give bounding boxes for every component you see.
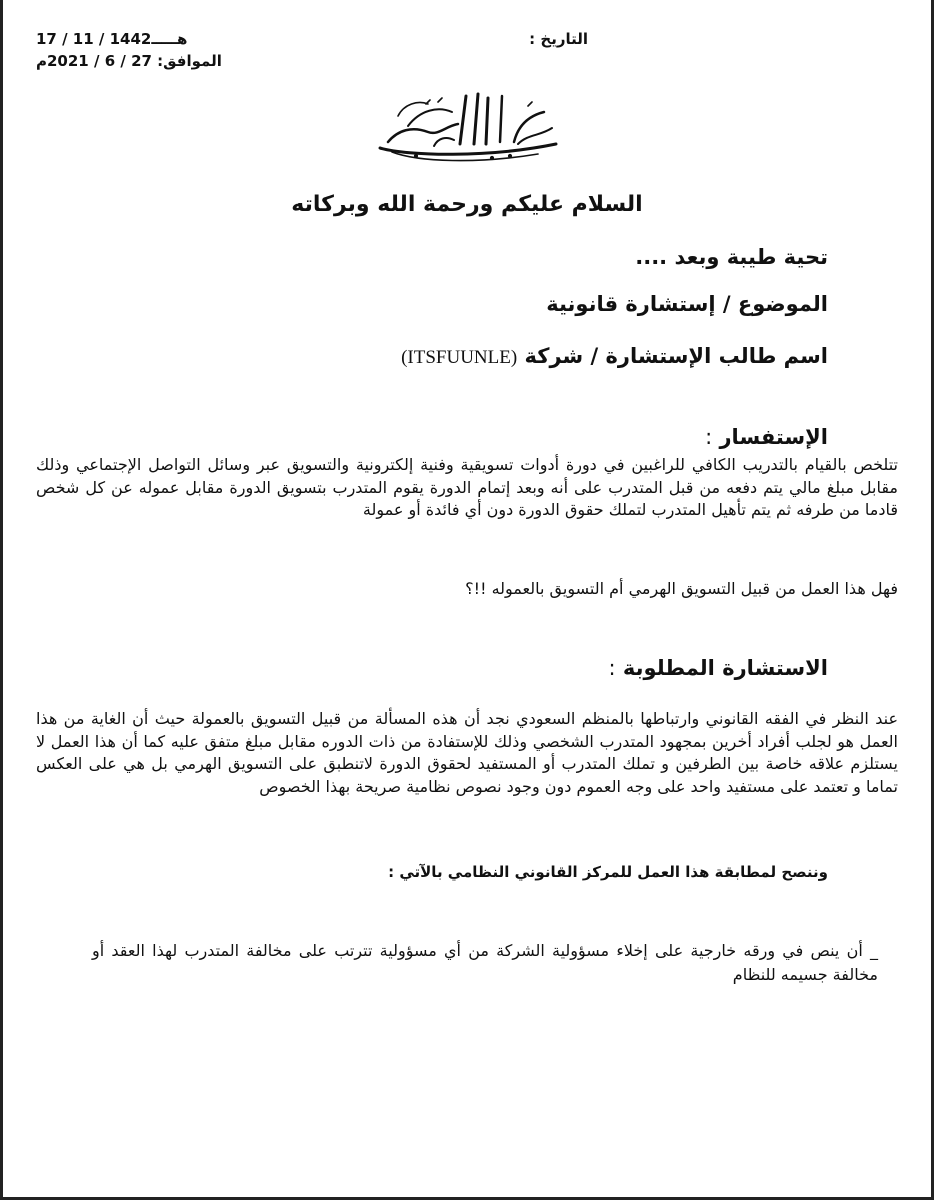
advice-bullet	[92, 939, 878, 987]
bullet-text: أن ينص في ورقه خارجية على إخلاء مسؤولية الشركة من أي مسؤولية تترتب على مخالفة المتدرب لهذا العقد أو مخالفة جسيمه للنظام	[92, 941, 878, 984]
salutation: السلام عليكم ورحمة الله وبركاته	[291, 192, 643, 217]
consultation-heading-colon: :	[608, 656, 616, 680]
date-label: التاريخ :	[529, 30, 588, 48]
gregorian-date: الموافق: 27 / 6 / 2021م	[36, 52, 222, 70]
consultation-body: عند النظر في الفقه القانوني وارتباطها بالمنظم السعودي نجد أن هذه المسألة من قبيل التسويق بالعمولة حيث أن الغاية من هذا العمل هو لجلب أفراد أخرين بمجهود المتدرب الشخصي وذلك للإستفادة من ذات الدوره مقابل مبلغ متفق عليه كما أن هذا العمل لا يستلزم علاقه خاصة بين الطرفين و تملك المتدرب أو المستفيد لحقوق الدورة لاتنطبق على التسويق الهرمي بل هي على العكس تماما و تعتمد على مستفيد واحد على وجه العموم دون وجود نصوص نظامية صريحة بهذا الخصوص	[36, 709, 898, 796]
inquiry-body: تتلخص بالقيام بالتدريب الكافي للراغبين في دورة أدوات تسويقية وفنية إلكترونية والتسويق عبر وسائل التواصل الإجتماعي وذلك مقابل مبلغ مالي يتم دفعه من قبل المتدرب على أنه وبعد إتمام الدورة يقوم المتدرب بتسويق الدورة مقابل عموله عن كل شخص قادما من طرفه ثم يتم تأهيل المتدرب لتملك حقوق الدورة دون أي فائدة أو عمولة	[36, 455, 898, 519]
inquiry-question: فهل هذا العمل من قبيل التسويق الهرمي أم التسويق بالعموله !!؟	[465, 579, 898, 598]
hijri-date: 17 / 11 / 1442هـــــ	[36, 30, 188, 48]
bullet-marker: _	[870, 941, 878, 960]
inquiry-heading-text: الإستفسار	[719, 425, 828, 449]
basmala-calligraphy-icon	[368, 86, 568, 166]
requester-line	[401, 344, 828, 369]
consultation-heading	[609, 656, 828, 680]
page-border-left	[0, 0, 3, 1200]
subject-line: الموضوع / إستشارة قانونية	[546, 292, 828, 316]
greeting: تحية طيبة وبعد ....	[635, 245, 828, 269]
consultation-heading-text: الاستشارة المطلوبة	[622, 656, 828, 680]
inquiry-heading	[705, 425, 828, 449]
inquiry-heading-colon: :	[705, 425, 713, 449]
advice-heading: وننصح لمطابقة هذا العمل للمركز القانوني النظامي بالآتي :	[388, 863, 828, 881]
requester-label: اسم طالب الإستشارة / شركة	[524, 344, 828, 368]
company-name: (ITSFUUNLE)	[401, 347, 518, 368]
